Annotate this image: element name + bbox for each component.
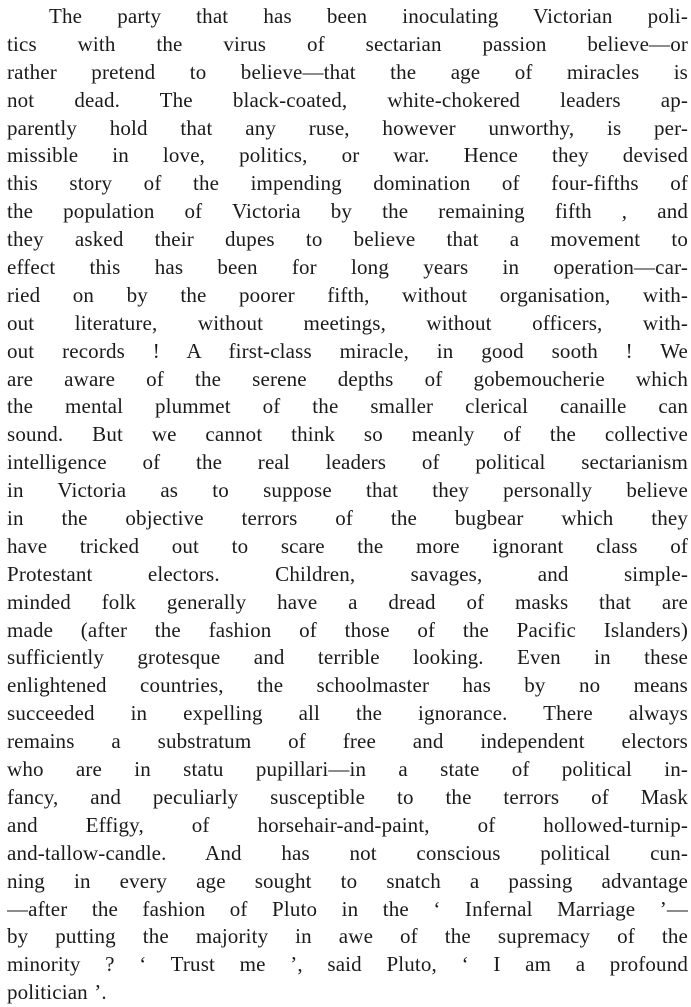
- text-line: politician ’.: [7, 980, 107, 1005]
- text-line: intelligence of the real leaders of political sectarianism: [7, 450, 688, 475]
- text-line: effect this has been for long years in operation—car-: [7, 255, 688, 280]
- text-line: tics with the virus of sectarian passion believe—or: [7, 31, 688, 56]
- text-line: this story of the impending domination of four-fifths of: [7, 171, 688, 196]
- text-line: they asked their dupes to believe that a movement to: [7, 227, 688, 252]
- text-line: minority ? ‘ Trust me ’, said Pluto, ‘ I am a profound: [7, 952, 688, 977]
- text-line: sound. But we cannot think so meanly of the collective: [7, 422, 688, 447]
- text-line: sufficiently grotesque and terrible looking. Even in these: [7, 645, 688, 670]
- text-line: parently hold that any ruse, however unworthy, is per-: [7, 115, 688, 140]
- text-line: Protestant electors. Children, savages, and simple-: [7, 561, 688, 586]
- text-line: enlightened countries, the schoolmaster has by no means: [7, 673, 688, 698]
- article-body: [7, 3, 688, 1007]
- text-line: who are in statu pupillari—in a state of political in-: [7, 757, 688, 782]
- text-line: by putting the majority in awe of the supremacy of the: [7, 924, 688, 949]
- text-line: fancy, and peculiarly susceptible to the terrors of Mask: [7, 784, 688, 809]
- text-line: the mental plummet of the smaller clerical canaille can: [7, 394, 688, 419]
- text-line: in the objective terrors of the bugbear which they: [7, 506, 688, 531]
- text-line: minded folk generally have a dread of masks that are: [7, 589, 688, 614]
- text-line: The party that has been inoculating Victorian poli-: [49, 4, 688, 28]
- text-line: succeeded in expelling all the ignorance. There always: [7, 701, 688, 726]
- text-line: in Victoria as to suppose that they personally believe: [7, 478, 688, 503]
- text-line: made (after the fashion of those of the Pacific Islanders): [7, 617, 688, 642]
- text-line: rather pretend to believe—that the age of miracles is: [7, 59, 688, 84]
- text-line: are aware of the serene depths of gobemoucherie which: [7, 366, 688, 391]
- text-line: —after the fashion of Pluto in the ‘ Infernal Marriage ’—: [7, 896, 688, 921]
- text-line: out literature, without meetings, without officers, with-: [7, 310, 688, 335]
- text-line: out records ! A first-class miracle, in good sooth ! We: [7, 338, 688, 363]
- text-line: have tricked out to scare the more ignorant class of: [7, 533, 688, 558]
- text-line: missible in love, politics, or war. Hence they devised: [7, 143, 688, 168]
- text-line: not dead. The black-coated, white-chokered leaders ap-: [7, 87, 688, 112]
- text-line: ried on by the poorer fifth, without organisation, with-: [7, 282, 688, 307]
- text-line: the population of Victoria by the remaining fifth , and: [7, 199, 688, 224]
- text-line: remains a substratum of free and independent electors: [7, 729, 688, 754]
- text-line: and-tallow-candle. And has not conscious political cun-: [7, 840, 688, 865]
- text-line: and Effigy, of horsehair-and-paint, of hollowed-turnip-: [7, 812, 688, 837]
- text-line: ning in every age sought to snatch a passing advantage: [7, 868, 688, 893]
